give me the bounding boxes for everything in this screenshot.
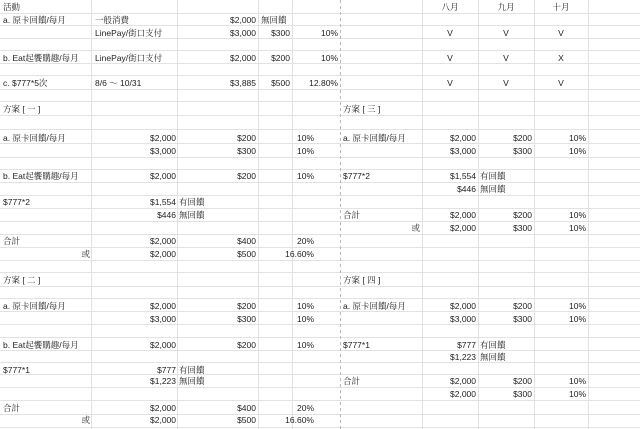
amount-cell: $2,000 xyxy=(450,210,476,220)
column-line xyxy=(588,0,589,429)
note-cell: 無回饋 xyxy=(480,352,506,362)
rate-cell: 10% xyxy=(296,133,314,143)
rate-cell: 10% xyxy=(568,146,586,156)
amount-cell: $2,000 xyxy=(450,389,476,399)
rate-cell: 20% xyxy=(296,403,314,413)
plan-1-total-label: 合計 xyxy=(3,236,21,246)
row-line xyxy=(0,350,640,351)
spend-type: LinePay/街口支付 xyxy=(95,28,163,38)
amount-cell: $777 xyxy=(157,365,176,375)
activity-header: 活動 xyxy=(3,2,21,12)
reward-cell: $400 xyxy=(237,403,256,413)
row-line xyxy=(0,247,640,248)
amount-cell: $1,223 xyxy=(450,352,476,362)
row-line xyxy=(0,400,640,401)
amount-cell: $2,000 xyxy=(230,53,256,63)
row-line xyxy=(0,115,640,116)
amount-cell: $2,000 xyxy=(150,415,176,425)
note-cell: 無回饋 xyxy=(261,15,287,25)
plan-4-a-label: a. 原卡回饋/每月 xyxy=(343,301,406,311)
row-line xyxy=(0,157,640,158)
reward-cell: $200 xyxy=(271,53,290,63)
reward-cell: $200 xyxy=(513,133,532,143)
amount-cell: $2,000 xyxy=(450,301,476,311)
row-line xyxy=(0,260,640,261)
reward-cell: $500 xyxy=(237,415,256,425)
date-range: 8/6 ～ 10/31 xyxy=(95,78,142,88)
note-cell: 無回饋 xyxy=(179,376,205,386)
row-line xyxy=(0,89,640,90)
reward-cell: $300 xyxy=(271,28,290,38)
amount-cell: $2,000 xyxy=(450,223,476,233)
or-label: 或 xyxy=(81,415,90,425)
reward-cell: $300 xyxy=(237,146,256,156)
rate-cell: 10% xyxy=(568,314,586,324)
spend-type: LinePay/街口支付 xyxy=(95,53,163,63)
aug-mark: V xyxy=(447,53,453,63)
plan-2-b-label: b. Eat起饗購趣/每月 xyxy=(3,340,79,350)
amount-cell: $2,000 xyxy=(150,133,176,143)
activity-a-label: a. 原卡回饋/每月 xyxy=(3,15,66,25)
spend-type: 一般消費 xyxy=(95,15,130,25)
amount-cell: $3,000 xyxy=(450,146,476,156)
or-label: 或 xyxy=(411,223,420,233)
amount-cell: $2,000 xyxy=(150,249,176,259)
reward-cell: $200 xyxy=(513,376,532,386)
rate-cell: 10% xyxy=(320,28,338,38)
amount-cell: $2,000 xyxy=(150,171,176,181)
rate-cell: 10% xyxy=(320,53,338,63)
row-line xyxy=(0,414,640,415)
amount-cell: $2,000 xyxy=(150,340,176,350)
note-cell: 無回饋 xyxy=(179,210,205,220)
row-line xyxy=(0,182,640,183)
reward-cell: $200 xyxy=(237,171,256,181)
amount-cell: $446 xyxy=(457,184,476,194)
reward-cell: $200 xyxy=(237,340,256,350)
note-cell: 有回饋 xyxy=(480,340,506,350)
activity-c-label: c. $777*5次 xyxy=(3,78,48,88)
row-line xyxy=(0,286,640,287)
amount-cell: $777 xyxy=(457,340,476,350)
row-line xyxy=(0,195,640,196)
rate-cell: 12.80% xyxy=(309,78,338,88)
row-line xyxy=(0,129,640,130)
activity-b-label: b. Eat起饗購趣/每月 xyxy=(3,53,79,63)
row-line xyxy=(0,272,640,273)
amount-cell: $1,554 xyxy=(450,171,476,181)
row-line xyxy=(0,387,640,388)
reward-cell: $200 xyxy=(513,301,532,311)
oct-mark: V xyxy=(558,78,564,88)
reward-cell: $300 xyxy=(513,389,532,399)
note-cell: 有回饋 xyxy=(480,171,506,181)
rate-cell: 10% xyxy=(296,301,314,311)
column-line xyxy=(292,0,293,429)
amount-cell: $2,000 xyxy=(230,15,256,25)
amount-cell: $3,885 xyxy=(230,78,256,88)
plan-4-total-label: 合計 xyxy=(343,376,361,386)
or-label: 或 xyxy=(81,249,90,259)
month-header-oct: 十月 xyxy=(552,2,570,12)
month-header-aug: 八月 xyxy=(441,2,459,12)
reward-cell: $200 xyxy=(237,301,256,311)
amount-cell: $3,000 xyxy=(450,314,476,324)
amount-cell: $2,000 xyxy=(150,301,176,311)
plan-3-total-label: 合計 xyxy=(343,210,361,220)
sep-mark: V xyxy=(503,78,509,88)
rate-cell: 10% xyxy=(568,210,586,220)
reward-cell: $400 xyxy=(237,236,256,246)
row-line xyxy=(0,374,640,375)
rate-cell: 10% xyxy=(568,376,586,386)
rate-cell: 10% xyxy=(296,340,314,350)
column-divider xyxy=(340,0,341,429)
rate-cell: 16.60% xyxy=(285,249,314,259)
amount-cell: $3,000 xyxy=(230,28,256,38)
sep-mark: V xyxy=(503,28,509,38)
rate-cell: 16.60% xyxy=(285,415,314,425)
row-line xyxy=(0,362,640,363)
plan-1-a-label: a. 原卡回饋/每月 xyxy=(3,133,66,143)
rate-cell: 10% xyxy=(296,314,314,324)
plan-3-c-label: $777*2 xyxy=(343,171,370,181)
plan-3-a-label: a. 原卡回饋/每月 xyxy=(343,133,406,143)
rate-cell: 10% xyxy=(568,301,586,311)
note-cell: 有回饋 xyxy=(179,197,205,207)
row-line xyxy=(0,234,640,235)
column-line xyxy=(258,0,259,429)
note-cell: 有回饋 xyxy=(179,365,205,375)
reward-cell: $300 xyxy=(237,314,256,324)
amount-cell: $446 xyxy=(157,210,176,220)
reward-cell: $500 xyxy=(237,249,256,259)
row-line xyxy=(0,427,640,428)
row-line xyxy=(0,337,640,338)
amount-cell: $2,000 xyxy=(150,236,176,246)
reward-cell: $500 xyxy=(271,78,290,88)
reward-cell: $300 xyxy=(513,146,532,156)
sep-mark: V xyxy=(503,53,509,63)
reward-cell: $200 xyxy=(513,210,532,220)
month-header-sep: 九月 xyxy=(497,2,515,12)
rate-cell: 10% xyxy=(568,133,586,143)
plan-2-c-label: $777*1 xyxy=(3,365,30,375)
row-line xyxy=(0,50,640,51)
amount-cell: $3,000 xyxy=(150,146,176,156)
rate-cell: 10% xyxy=(296,146,314,156)
row-line xyxy=(0,221,640,222)
row-line xyxy=(0,13,640,14)
plan-2-total-label: 合計 xyxy=(3,403,21,413)
amount-cell: $1,554 xyxy=(150,197,176,207)
amount-cell: $2,000 xyxy=(450,376,476,386)
rate-cell: 10% xyxy=(296,171,314,181)
plan-3-title: 方案 [ 三 ] xyxy=(343,104,381,114)
row-line xyxy=(0,169,640,170)
plan-4-c-label: $777*1 xyxy=(343,340,370,350)
plan-1-c-label: $777*2 xyxy=(3,197,30,207)
row-line xyxy=(0,101,640,102)
row-line xyxy=(0,75,640,76)
rate-cell: 10% xyxy=(568,223,586,233)
reward-cell: $300 xyxy=(513,223,532,233)
column-line xyxy=(177,0,178,429)
column-line xyxy=(91,0,92,429)
row-line xyxy=(0,298,640,299)
amount-cell: $2,000 xyxy=(450,133,476,143)
row-line xyxy=(0,208,640,209)
plan-1-b-label: b. Eat起饗購趣/每月 xyxy=(3,171,79,181)
rate-cell: 20% xyxy=(296,236,314,246)
amount-cell: $1,223 xyxy=(150,376,176,386)
plan-2-a-label: a. 原卡回饋/每月 xyxy=(3,301,66,311)
aug-mark: V xyxy=(447,78,453,88)
note-cell: 無回饋 xyxy=(480,184,506,194)
oct-mark: V xyxy=(558,28,564,38)
plan-1-title: 方案 [ 一 ] xyxy=(3,104,41,114)
amount-cell: $3,000 xyxy=(150,314,176,324)
amount-cell: $2,000 xyxy=(150,403,176,413)
reward-cell: $200 xyxy=(237,133,256,143)
rate-cell: 10% xyxy=(568,389,586,399)
plan-2-title: 方案 [ 二 ] xyxy=(3,275,41,285)
plan-4-title: 方案 [ 四 ] xyxy=(343,275,381,285)
oct-mark: X xyxy=(558,53,564,63)
reward-cell: $300 xyxy=(513,314,532,324)
aug-mark: V xyxy=(447,28,453,38)
